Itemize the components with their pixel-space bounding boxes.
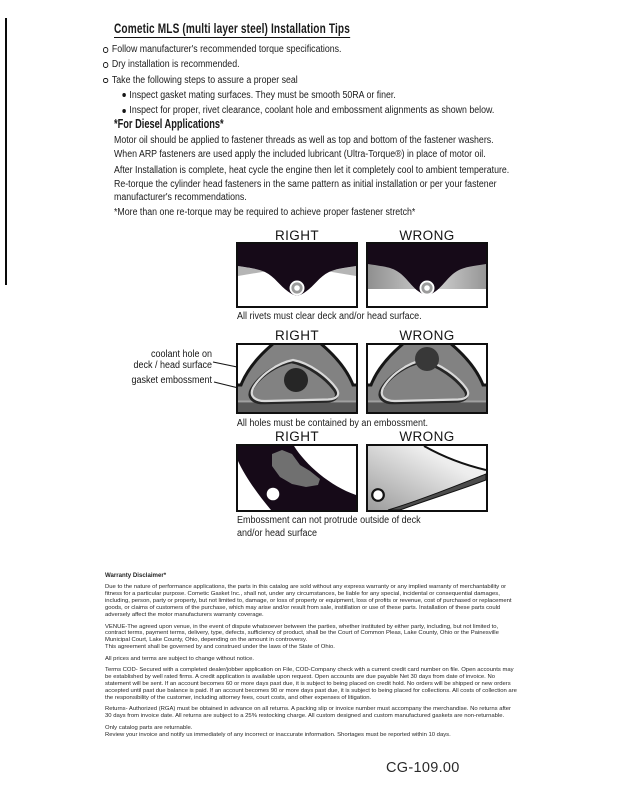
terms-paragraph: Terms COD- Secured with a completed dealer/jobber application on File, COD-Company check with a current credit card number on file. Open accounts may be established by well rated firms. A credit application is available upon request. Open accounts are due payable Net 30 days from date of invoice. No statement will be sent. If an account becomes 60 or more days past due, it is subject to being placed on credit hold. No orders will be shipped or new orders accepted until past due balance is paid. If an account becomes 90 or more days past due, it is subject to being placed for collections. All costs of collection are the responsibility of the customer, including attorney fees, court costs, and other expenses of litigation. (105, 667, 517, 701)
list-item (122, 88, 494, 103)
figure1-wrong-label: WRONG (399, 228, 455, 243)
filled-bullet-icon (122, 109, 126, 113)
coolant-hole-wrong-diagram (366, 343, 488, 414)
figure2-right-label: RIGHT (275, 328, 319, 343)
installation-tips-list (103, 42, 494, 118)
list-item (103, 73, 494, 88)
figure1-right-label: RIGHT (275, 228, 319, 243)
retorque-note: *More than one re-torque may be required to achieve proper fastener stretch* (114, 207, 416, 218)
venue-paragraph: VENUE-The agreed upon venue, in the event of dispute whatsoever between the parties, whether instituted by either party, including, but not limited to, contract terms, payment terms, delivery, type, defects, sufficiency of product, shall be the Court of Common Pleas, Lake County, Ohio or the Painesville Municipal Court, Lake County, Ohio, depending on the amount in controversy. (105, 623, 499, 644)
list-item-text: Inspect gasket mating surfaces. They must be smooth 50RA or finer. (129, 89, 396, 101)
list-item-text: Follow manufacturer's recommended torque specifications. (111, 44, 342, 55)
rivet-clearance-wrong-diagram (366, 242, 488, 308)
figure2-wrong-label: WRONG (399, 328, 455, 343)
governed-line: This agreement shall be governed by and construed under the laws of the State of Ohio. (105, 644, 335, 651)
embossment-right-diagram (236, 444, 358, 512)
figure3-wrong-label: WRONG (399, 429, 455, 444)
gasket-embossment-pointer-label: gasket embossment (131, 375, 212, 386)
coolant-hole-right-diagram (236, 343, 358, 414)
warranty-disclaimer-section (105, 573, 519, 743)
figure1-caption: All rivets must clear deck and/or head surface. (237, 311, 422, 322)
diesel-paragraph-1: Motor oil should be applied to fastener threads as well as top and bottom of the fastener washers. When ARP fasteners are used apply the included lubricant (Ultra-Torque®) in place of motor oil. (114, 135, 494, 160)
open-bullet-icon (103, 62, 108, 68)
list-item (103, 42, 494, 57)
diesel-applications-heading: *For Diesel Applications* (114, 117, 224, 131)
coolant-hole-pointer-label: coolant hole on deck / head surface (133, 349, 212, 371)
diesel-paragraph-2: After Installation is complete, heat cycle the engine then let it completely cool to ambient temperature. Re-torque the cylinder head fasteners in the same pattern as initial installation or per your fastener manufacturer's recommendations. (114, 165, 510, 204)
filled-bullet-icon (122, 93, 126, 97)
figure3-right-label: RIGHT (275, 429, 319, 444)
warranty-paragraph: Due to the nature of performance applications, the parts in this catalog are sold without any express warranty or any implied warranty of merchantability or fitness for a particular purpose. Cometic Gasket Inc., shall not, under any circumstances, be liable for any special, incidental or consequential damages, including, person, party or property, but not limited to, damage, or loss of property or equipment, loss of profits or revenue, cost of purchased or replacement goods, or claims of customers of the purchase, which may arise and/or result from sale, instillation or use of these parts. Installation of these parts could adversely affect the motor manufacturers warranty coverage. (105, 584, 512, 619)
warranty-heading: Warranty Disclaimer* (105, 572, 167, 579)
page-number: CG-109.00 (386, 760, 460, 776)
list-item-text: Inspect for proper, rivet clearance, coolant hole and embossment alignments as shown below. (129, 105, 495, 117)
figure2-caption: All holes must be contained by an embossment. (236, 418, 428, 429)
catalog-parts-line: Only catalog parts are returnable. (105, 724, 193, 731)
scan-edge-line (5, 18, 7, 285)
embossment-wrong-diagram (366, 444, 488, 512)
list-item-text: Take the following steps to assure a proper seal (111, 74, 298, 86)
figure3-caption: Embossment can not protrude outside of deck and/or head surface (237, 515, 421, 539)
prices-line: All prices and terms are subject to change without notice. (105, 655, 254, 662)
list-item-text: Dry installation is recommended. (111, 59, 240, 71)
list-item (103, 57, 494, 72)
open-bullet-icon (103, 47, 108, 53)
returns-paragraph: Returns- Authorized (RGA) must be obtained in advance on all returns. A packing slip or invoice number must accompany the merchandise. No returns after 30 days from invoice date. All returns are subject to a 25% restocking charge. All custom designed and custom manufactured gaskets are non-returnable. (105, 706, 512, 720)
open-bullet-icon (103, 78, 108, 84)
page-title: Cometic MLS (multi layer steel) Installation Tips (114, 20, 350, 36)
review-invoice-line: Review your invoice and notify us immediately of any incorrect or inaccurate information. Shortages must be reported within 10 days. (105, 731, 451, 738)
rivet-clearance-right-diagram (236, 242, 358, 308)
